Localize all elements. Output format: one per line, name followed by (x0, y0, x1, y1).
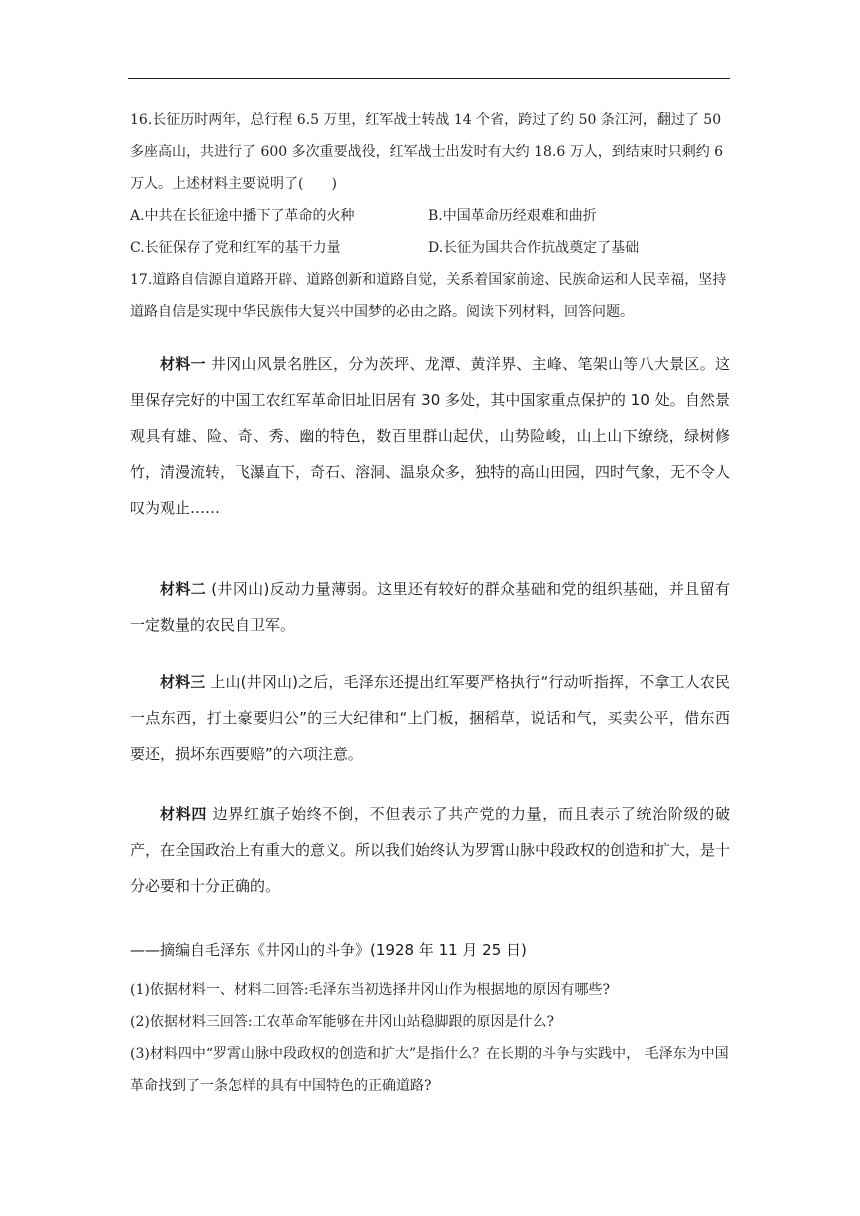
material-2 (130, 571, 730, 643)
material-3-label: 材料三 (160, 673, 206, 691)
material-3-text: 上山(井冈山)之后，毛泽东还提出红军要严格执行“行动听指挥，不拿工人农民一点东西，打土豪要归公”的三大纪律和“上门板，捆稻草，说话和气，买卖公平，借东西要还，损坏东西要赔”的六项注意。 (130, 673, 730, 763)
question-17-stem: 17.道路自信源自道路开辟、道路创新和道路自觉，关系着国家前途、民族命运和人民幸福，坚持道路自信是实现中华民族伟大复兴中国梦的必由之路。阅读下列材料，回答问题。 (130, 272, 727, 320)
subquestion-3: (3)材料四中“罗霄山脉中段政权的创造和扩大”是指什么？在长期的斗争与实践中， 毛泽东为中国革命找到了一条怎样的具有中国特色的正确道路? (130, 1046, 729, 1094)
source-citation: ——摘编自毛泽东《井冈山的斗争》(1928 年 11 月 25 日) (130, 941, 527, 959)
material-4 (130, 796, 730, 904)
material-1-text: 井冈山风景名胜区，分为茨坪、龙潭、黄洋界、主峰、笔架山等八大景区。这里保存完好的中国工农红军革命旧址旧居有 30 多处，其中国家重点保护的 10 处。自然景观具有雄、险、奇、秀、幽的特色，数百里群山起伏，山势险峻，山上山下缭绕，绿树修竹，清漫流转，飞瀑直下，奇石、溶洞、温泉众多，独特的高山田园，四时气象，无不令人叹为观止…… (130, 355, 731, 517)
option-d: D.长征为国共合作抗战奠定了基础 (428, 240, 640, 256)
subquestions (130, 974, 730, 1102)
material-1 (130, 346, 730, 526)
option-b: B.中国革命历经艰难和曲折 (428, 208, 597, 224)
source-line (130, 932, 730, 968)
material-3 (130, 664, 730, 772)
material-4-label: 材料四 (160, 805, 208, 823)
material-4-text: 边界红旗子始终不倒，不但表示了共产党的力量，而且表示了统治阶级的破产，在全国政治上有重大的意义。所以我们始终认为罗霄山脉中段政权的创造和扩大，是十分必要和十分正确的。 (130, 805, 731, 895)
question-16-options (130, 200, 730, 264)
material-1-label: 材料一 (160, 355, 206, 373)
option-c: C.长征保存了党和红军的基干力量 (130, 240, 341, 256)
material-2-label: 材料二 (160, 580, 207, 598)
subquestion-1: (1)依据材料一、材料二回答:毛泽东当初选择井冈山作为根据地的原因有哪些? (130, 982, 611, 998)
question-16 (130, 104, 730, 328)
option-a: A.中共在长征途中播下了革命的火种 (130, 208, 355, 224)
question-16-stem: 16.长征历时两年，总行程 6.5 万里，红军战士转战 14 个省，跨过了约 50 条江河，翻过了 50 多座高山，共进行了 600 多次重要战役，红军战士出发时有大约 18.6 万人，到结束时只剩约 6 万人。上述材料主要说明了( ) (130, 112, 724, 192)
material-2-text: (井冈山)反动力量薄弱。这里还有较好的群众基础和党的组织基础，并且留有一定数量的农民自卫军。 (130, 580, 730, 634)
subquestion-2: (2)依据材料三回答:工农革命军能够在井冈山站稳脚跟的原因是什么? (130, 1014, 555, 1030)
header-rule (128, 78, 730, 79)
